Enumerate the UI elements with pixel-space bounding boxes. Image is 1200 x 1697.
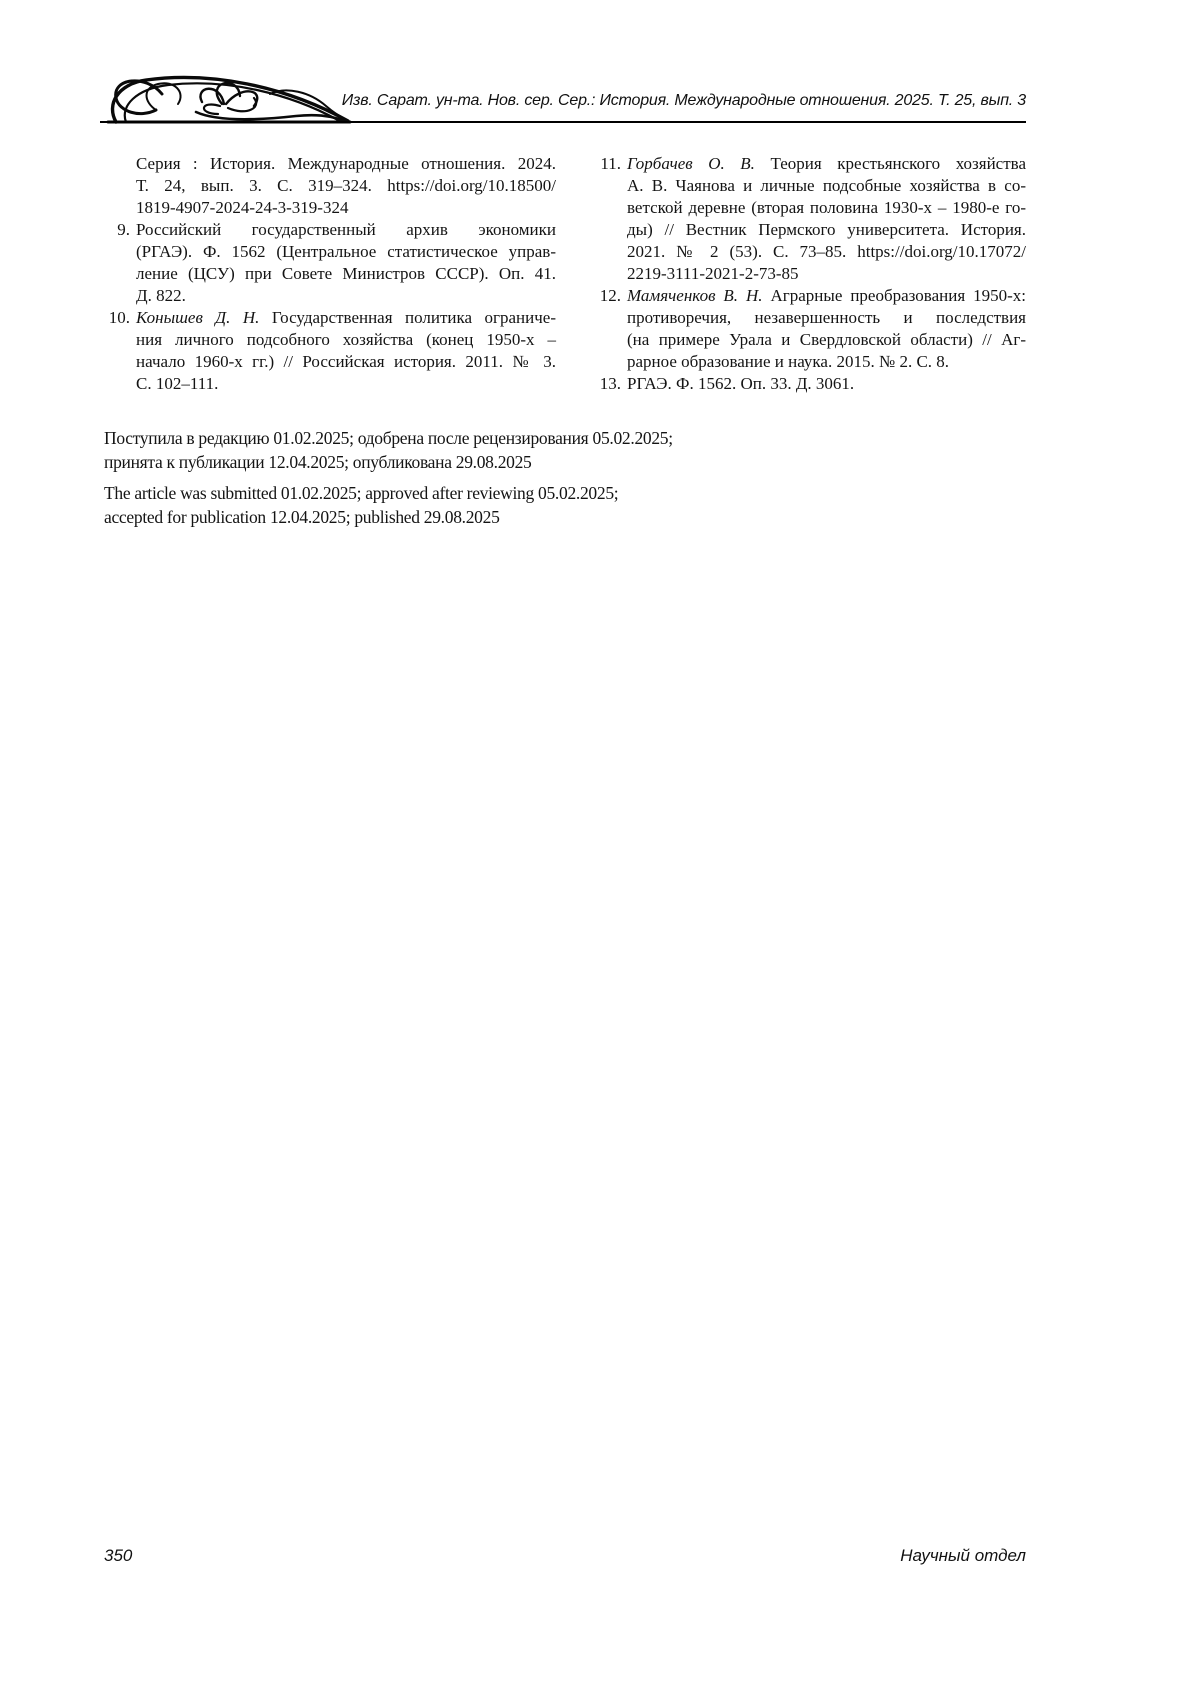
reference-item bbox=[104, 307, 556, 395]
reference-line: (РГАЭ). Ф. 1562 (Центральное статистическое управ- bbox=[136, 242, 556, 261]
reference-item bbox=[595, 285, 1026, 373]
reference-text bbox=[136, 219, 556, 307]
reference-number: 11. bbox=[600, 154, 621, 173]
reference-line: Конышев Д. Н. Государственная политика ограниче- bbox=[136, 308, 556, 327]
submission-dates-en-line1: The article was submitted 01.02.2025; approved after reviewing 05.02.2025; bbox=[104, 483, 619, 503]
reference-number: 12. bbox=[599, 286, 621, 305]
reference-line: А. В. Чаянова и личные подсобные хозяйства в со- bbox=[627, 176, 1026, 195]
reference-line: ление (ЦСУ) при Совете Министров СССР). Оп. 41. bbox=[136, 264, 556, 283]
reference-line: ния личного подсобного хозяйства (конец 1950-х – bbox=[136, 330, 556, 349]
reference-item bbox=[595, 373, 1026, 395]
references-column-left bbox=[104, 153, 556, 395]
reference-line: начало 1960-х гг.) // Российская история. 2011. № 3. bbox=[136, 352, 556, 371]
footer-section-label: Научный отдел bbox=[900, 1546, 1026, 1565]
art-nouveau-ornament-icon bbox=[100, 72, 352, 124]
reference-text bbox=[136, 153, 556, 219]
reference-line: противоречия, незавершенность и последствия bbox=[627, 308, 1026, 327]
reference-line: 2219-3111-2021-2-73-85 bbox=[627, 264, 799, 283]
references-section bbox=[104, 153, 1026, 395]
submission-dates-ru-line1: Поступила в редакцию 01.02.2025; одобрена после рецензирования 05.02.2025; bbox=[104, 428, 673, 448]
reference-line: ды) // Вестник Пермского университета. История. bbox=[627, 220, 1026, 239]
reference-text bbox=[136, 307, 556, 395]
reference-number: 10. bbox=[108, 308, 130, 327]
submission-dates-en bbox=[104, 481, 618, 529]
reference-line: Мамяченков В. Н. Аграрные преобразования 1950-х: bbox=[627, 286, 1027, 305]
reference-item bbox=[595, 153, 1026, 285]
reference-line: (на примере Урала и Свердловской области) // Аг- bbox=[627, 330, 1026, 349]
submission-dates-en-line2: accepted for publication 12.04.2025; published 29.08.2025 bbox=[104, 507, 500, 527]
reference-text bbox=[627, 285, 1026, 373]
reference-line: Горбачев О. В. Теория крестьянского хозяйства bbox=[627, 154, 1026, 173]
reference-number bbox=[104, 153, 136, 219]
reference-text bbox=[627, 153, 1026, 285]
references-column-right bbox=[595, 153, 1026, 395]
submission-dates-ru-line2: принята к публикации 12.04.2025; опубликована 29.08.2025 bbox=[104, 452, 532, 472]
reference-number: 13. bbox=[599, 374, 621, 393]
reference-line: 1819-4907-2024-24-3-319-324 bbox=[136, 198, 349, 217]
reference-item bbox=[104, 219, 556, 307]
reference-item bbox=[104, 153, 556, 219]
page-number: 350 bbox=[104, 1546, 133, 1565]
reference-line: Серия : История. Международные отношения. 2024. bbox=[136, 154, 556, 173]
running-header: Изв. Сарат. ун-та. Нов. сер. Сер.: История. Международные отношения. 2025. Т. 25, вып. 3 bbox=[341, 92, 1026, 109]
reference-line: рарное образование и наука. 2015. № 2. С. 8. bbox=[627, 352, 950, 371]
reference-line: Т. 24, вып. 3. С. 319–324. https://doi.org/10.18500/ bbox=[136, 176, 556, 195]
reference-line: 2021. № 2 (53). С. 73–85. https://doi.org/10.17072/ bbox=[627, 242, 1026, 261]
reference-text bbox=[627, 373, 1026, 395]
reference-line: С. 102–111. bbox=[136, 374, 219, 393]
reference-line: Д. 822. bbox=[136, 286, 186, 305]
reference-line: ветской деревне (вторая половина 1930-х – 1980-е го- bbox=[627, 198, 1026, 217]
header-divider bbox=[100, 121, 1026, 123]
reference-number: 9. bbox=[117, 220, 130, 239]
reference-line: Российский государственный архив экономики bbox=[136, 220, 556, 239]
submission-dates-ru bbox=[104, 426, 673, 474]
reference-line: РГАЭ. Ф. 1562. Оп. 33. Д. 3061. bbox=[627, 374, 855, 393]
